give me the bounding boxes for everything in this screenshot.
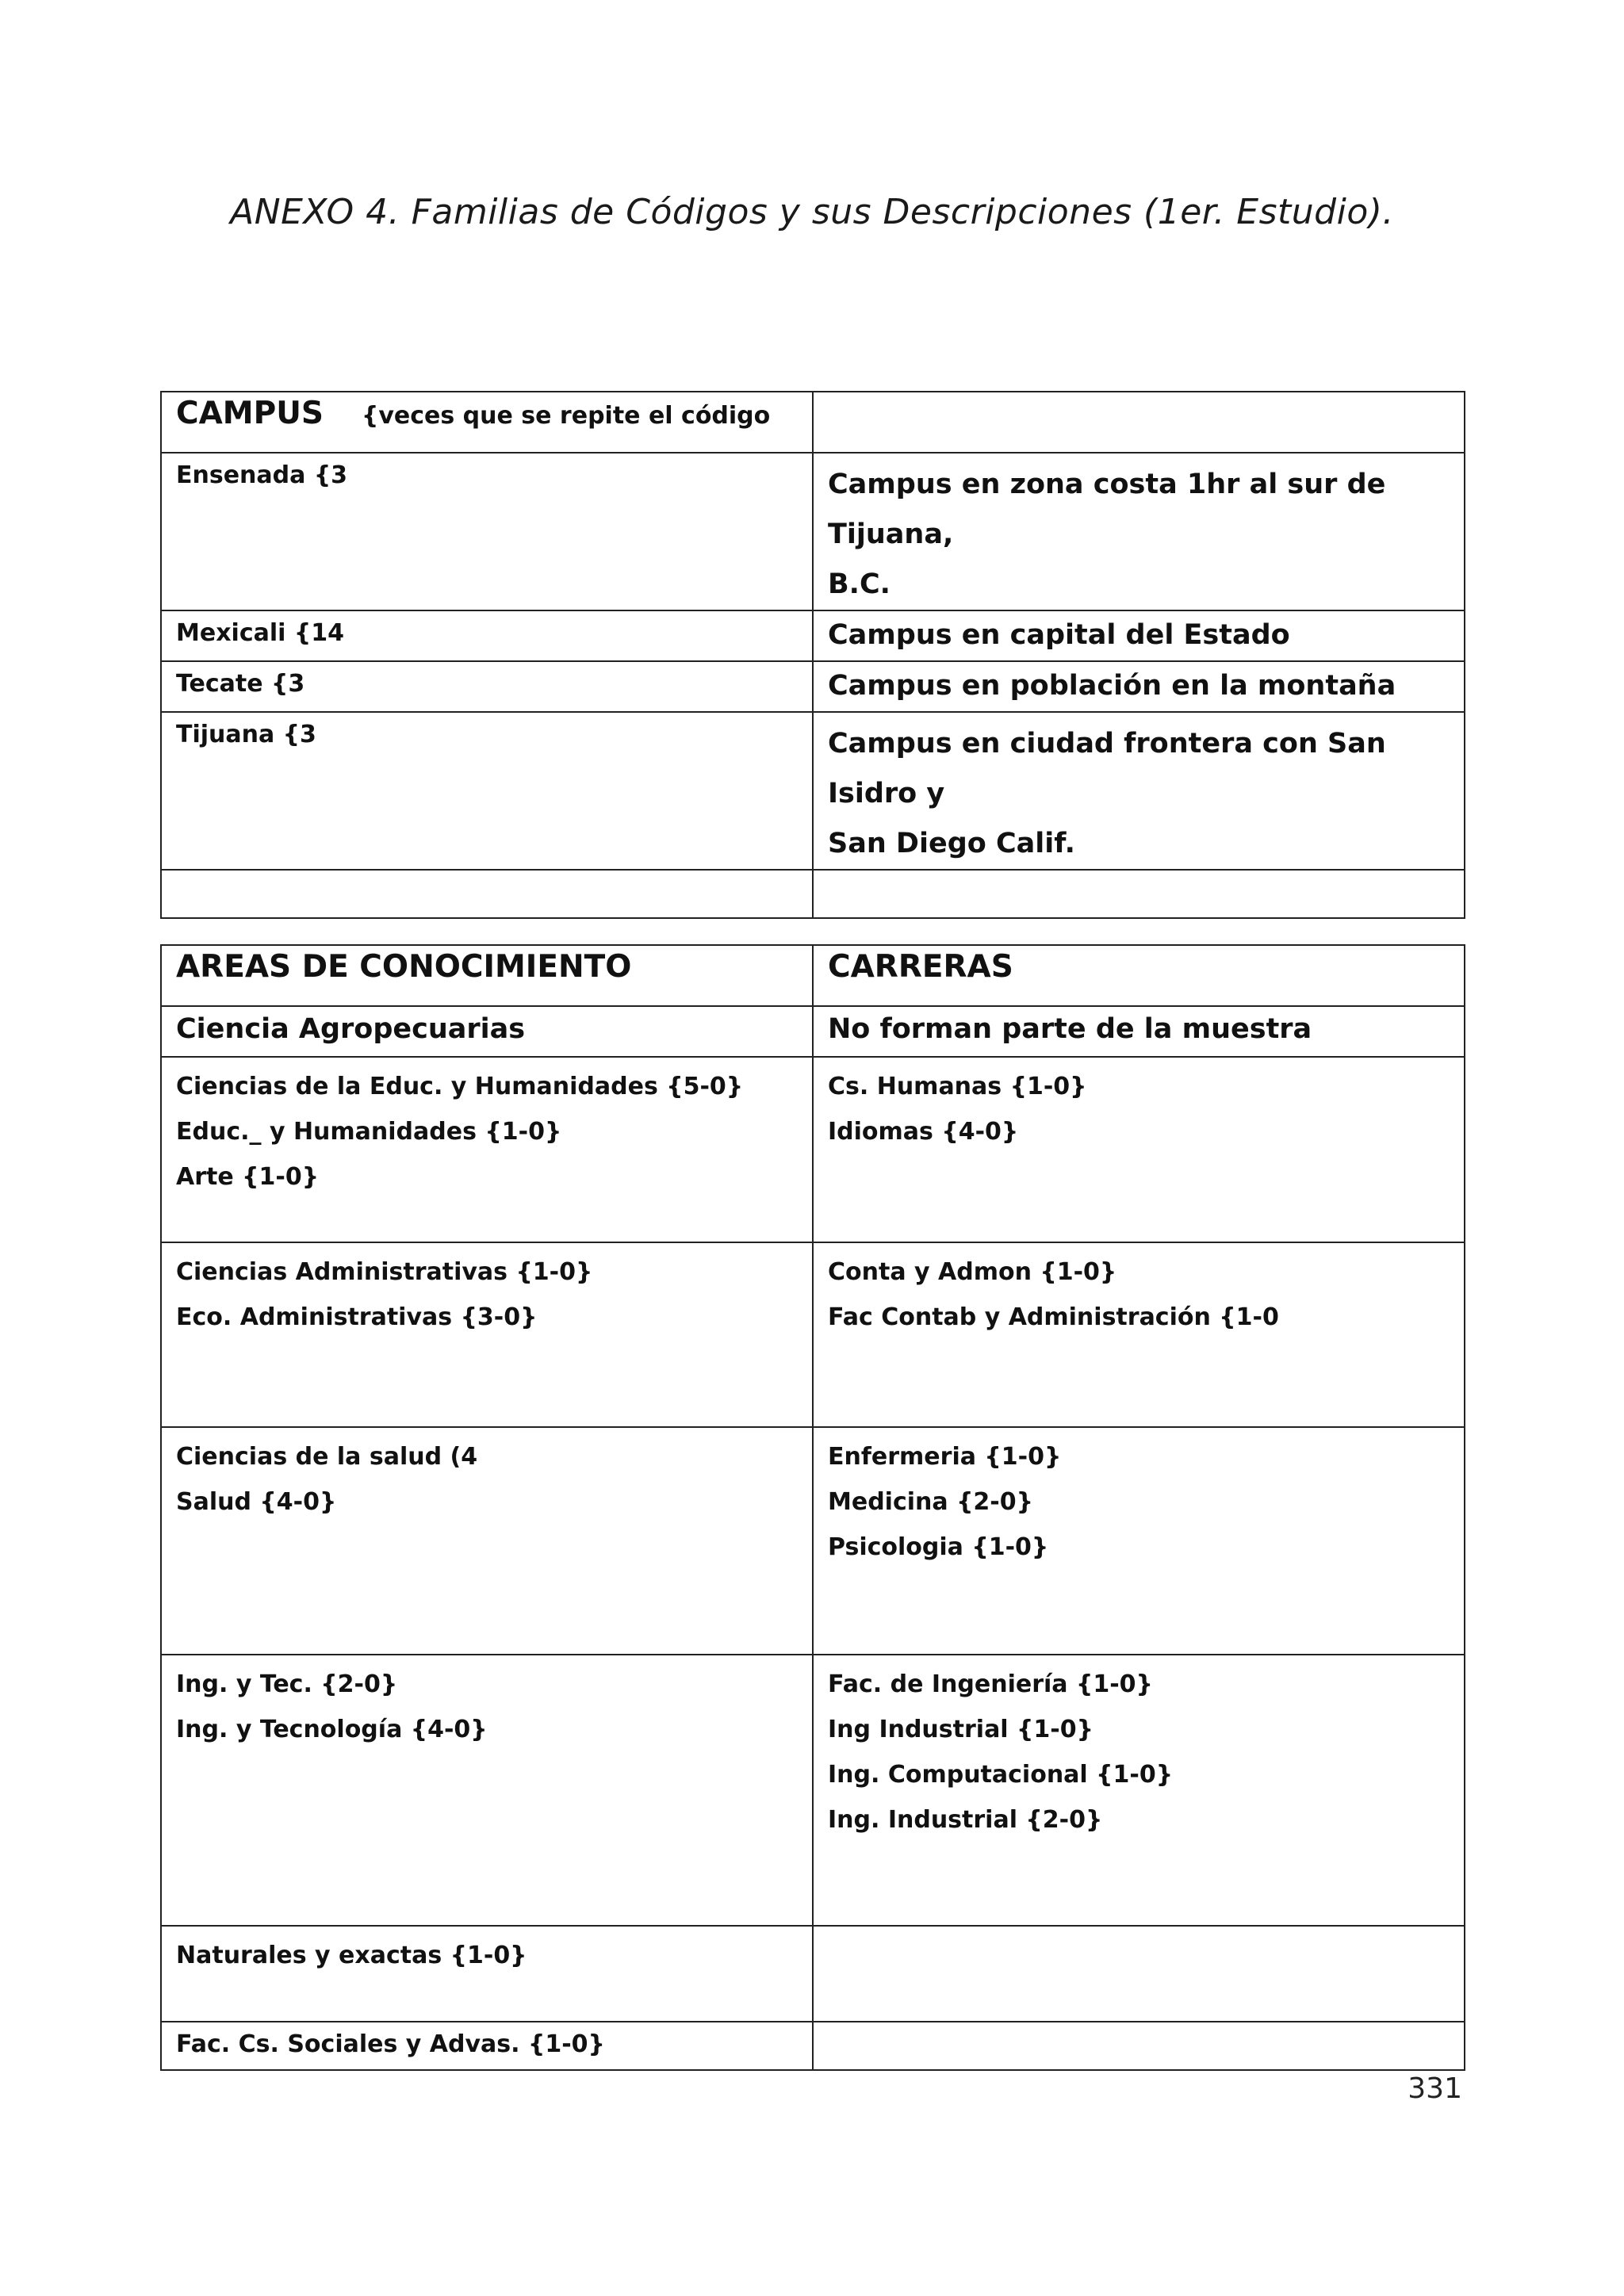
campus-header-cell — [161, 392, 813, 453]
description-line: Campus en población en la montaña — [828, 670, 1396, 702]
table-row — [161, 661, 1465, 712]
campus-description — [813, 661, 1465, 712]
table-row — [161, 712, 1465, 870]
description-line: Campus en ciudad frontera con San Isidro y — [828, 728, 1386, 809]
area-item: Ciencias de la salud (4 — [176, 1443, 478, 1471]
description-line: Campus en capital del Estado — [828, 619, 1290, 651]
area-item: Ing. y Tecnología {4-0} — [176, 1716, 488, 1743]
career-cell — [813, 1655, 1465, 1926]
area-item: Educ._ y Humanidades {1-0} — [176, 1118, 562, 1146]
table-row — [161, 2022, 1465, 2070]
areas-header-row — [161, 945, 1465, 1006]
areas-table — [160, 944, 1465, 2071]
career-cell: No forman parte de la muestra — [813, 1006, 1465, 1057]
campus-header-label: CAMPUS — [176, 396, 324, 431]
description-line: B.C. — [828, 568, 891, 600]
career-item: Cs. Humanas {1-0} — [828, 1073, 1087, 1100]
page-number: 331 — [1408, 2072, 1462, 2105]
career-item: Psicologia {1-0} — [828, 1533, 1049, 1561]
page-title: ANEXO 4. Familias de Códigos y sus Descripciones (1er. Estudio). — [230, 192, 1394, 232]
table-row — [161, 1057, 1465, 1242]
career-item: Conta y Admon {1-0} — [828, 1258, 1117, 1286]
area-cell — [161, 1655, 813, 1926]
table-row — [161, 1427, 1465, 1655]
area-item: Ciencias Administrativas {1-0} — [176, 1258, 593, 1286]
empty-cell — [161, 870, 813, 918]
table-row — [161, 1242, 1465, 1427]
career-cell — [813, 1057, 1465, 1242]
area-cell: Ciencia Agropecuarias — [161, 1006, 813, 1057]
table-row — [161, 1006, 1465, 1057]
campus-name: Mexicali {14 — [161, 610, 813, 661]
description-line: San Diego Calif. — [828, 828, 1075, 859]
table-row — [161, 1655, 1465, 1926]
career-item: Fac Contab y Administración {1-0 — [828, 1303, 1279, 1331]
table-row — [161, 453, 1465, 610]
areas-header: AREAS DE CONOCIMIENTO — [161, 945, 813, 1006]
area-item: Ciencias de la Educ. y Humanidades {5-0} — [176, 1073, 744, 1100]
career-item: Fac. de Ingeniería {1-0} — [828, 1670, 1153, 1698]
campus-header-row — [161, 392, 1465, 453]
campus-name: Tijuana {3 — [161, 712, 813, 870]
career-item: Ing. Computacional {1-0} — [828, 1761, 1174, 1789]
empty-cell — [813, 1926, 1465, 2022]
career-item: Enfermeria {1-0} — [828, 1443, 1062, 1471]
empty-cell — [813, 2022, 1465, 2070]
area-cell — [161, 1427, 813, 1655]
empty-cell — [813, 870, 1465, 918]
career-item: Idiomas {4-0} — [828, 1118, 1019, 1146]
careers-header: CARRERAS — [813, 945, 1465, 1006]
campus-header-right-cell — [813, 392, 1465, 453]
career-item: Medicina {2-0} — [828, 1488, 1033, 1516]
area-cell — [161, 1242, 813, 1427]
area-item: Ing. y Tec. {2-0} — [176, 1670, 398, 1698]
campus-name: Tecate {3 — [161, 661, 813, 712]
area-item: Naturales y exactas {1-0} — [176, 1942, 527, 1969]
table-row — [161, 1926, 1465, 2022]
area-cell — [161, 1926, 813, 2022]
campus-name: Ensenada {3 — [161, 453, 813, 610]
area-cell — [161, 1057, 813, 1242]
campus-description — [813, 712, 1465, 870]
table-row — [161, 610, 1465, 661]
campus-header-note: {veces que se repite el código — [361, 402, 771, 430]
area-item: Eco. Administrativas {3-0} — [176, 1303, 538, 1331]
career-item: Ing Industrial {1-0} — [828, 1716, 1094, 1743]
campus-description — [813, 610, 1465, 661]
career-cell — [813, 1242, 1465, 1427]
table-row — [161, 870, 1465, 918]
career-item: Ing. Industrial {2-0} — [828, 1806, 1103, 1834]
campus-description — [813, 453, 1465, 610]
career-cell — [813, 1427, 1465, 1655]
area-item: Salud {4-0} — [176, 1488, 337, 1516]
area-item: Fac. Cs. Sociales y Advas. {1-0} — [176, 2030, 605, 2058]
area-cell — [161, 2022, 813, 2070]
area-item: Arte {1-0} — [176, 1163, 320, 1191]
campus-table — [160, 391, 1465, 919]
description-line: Campus en zona costa 1hr al sur de Tijuana, — [828, 469, 1386, 550]
